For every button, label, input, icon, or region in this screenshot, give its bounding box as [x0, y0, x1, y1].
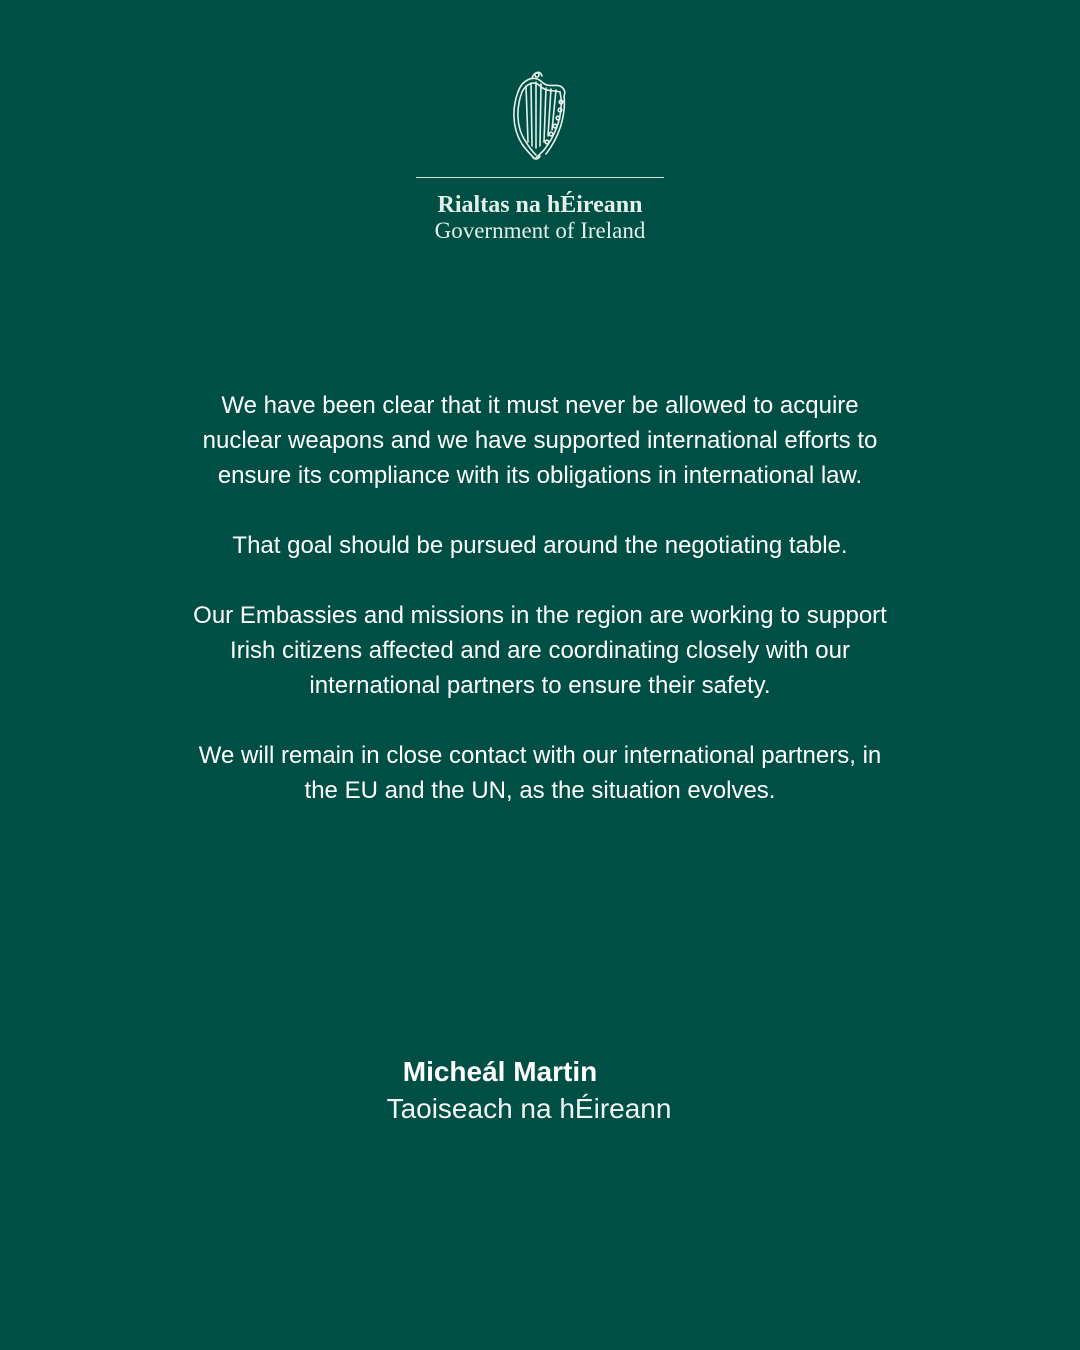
statement-paragraph: That goal should be pursued around the negotiating table. — [232, 532, 848, 559]
signatory-name: Micheál Martin — [402, 1056, 598, 1087]
statement-body — [190, 388, 890, 843]
signature-block — [330, 1053, 750, 1127]
signatory-title: Taoiseach na hÉireann — [386, 1093, 672, 1124]
statement-paragraph: We will remain in close contact with our international partners, in the EU and the UN, as the situation evolves. — [198, 742, 882, 804]
header-divider — [416, 177, 664, 178]
harp-icon — [508, 70, 570, 162]
org-name-english: Government of Ireland — [434, 218, 646, 243]
statement-paragraph: Our Embassies and missions in the region are working to support Irish citizens affected and are coordinating closely with our international partners to ensure their safety. — [193, 602, 887, 699]
org-name-irish: Rialtas na hÉireann — [437, 192, 643, 218]
statement-paragraph: We have been clear that it must never be allowed to acquire nuclear weapons and we have supported international efforts to ensure its compliance with its obligations in international law. — [202, 392, 878, 489]
